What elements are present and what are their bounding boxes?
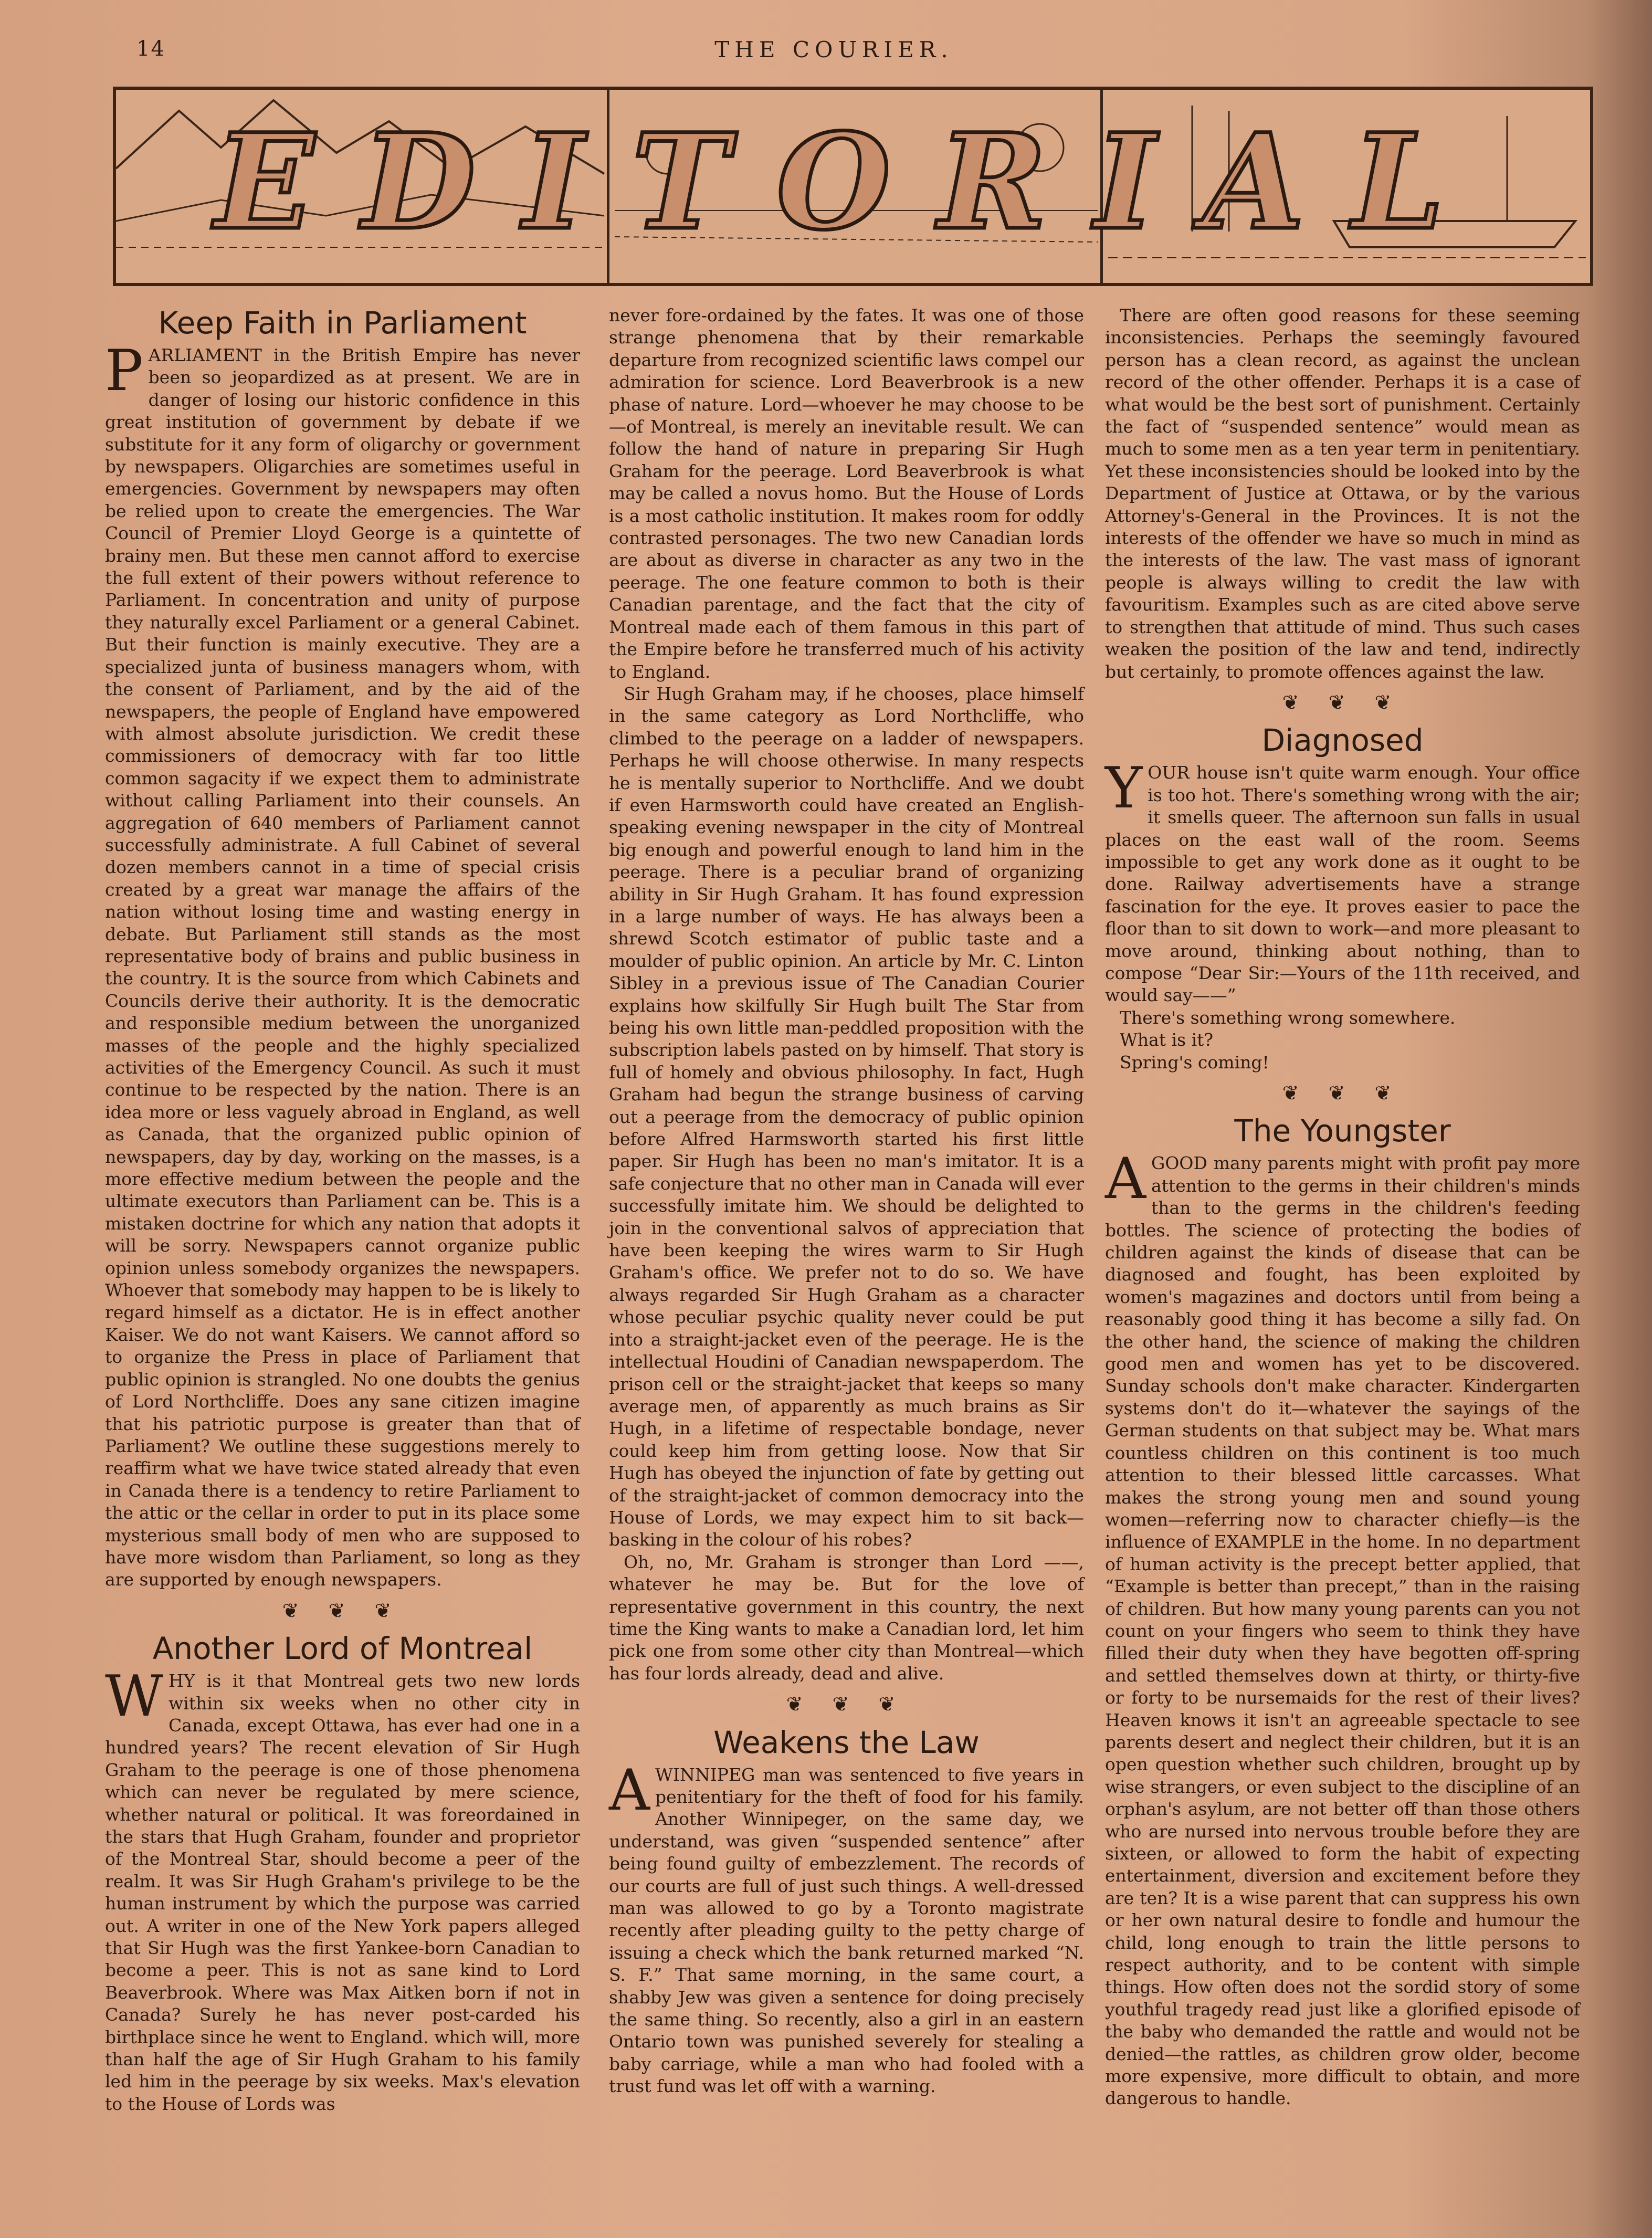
section-separator: ❦ ❦ ❦ — [786, 1693, 907, 1716]
section-separator: ❦ ❦ ❦ — [282, 1599, 403, 1622]
article-paragraph: never fore-ordained by the fates. It was one of those strange phenomena that by their remarkable departure from recognized scientific laws compel our admiration for science. Lord Beaverbrook is a new phase of nature. Lord—whoever he may choose to be—of Montreal, is merely an inevitable result. We can follow the hand of nature in preparing Sir Hugh Graham for the peerage. Lord Beaverbrook is what may be called a novus homo. But the House of Lords is a most catholic institution. It makes room for oddly contrasted personages. The two new Canadian lords are about as diverse in character as any two in the peerage. The one feature common to both is their Canadian parentage, and the fact that the city of Montreal made each of them famous in this part of the Empire before he transferred much of his activity to England. — [609, 305, 1084, 682]
dropcap: Y — [1105, 755, 1143, 822]
page-header — [136, 37, 1531, 68]
dropcap: A — [1105, 1146, 1146, 1212]
page-number: 14 — [136, 37, 165, 61]
column-3 — [1105, 304, 1580, 2110]
article-paragraph: There's something wrong somewhere. — [1120, 1007, 1456, 1028]
article-paragraph: What is it? — [1120, 1029, 1214, 1050]
article-title-weakens-law: Weakens the Law — [713, 1724, 980, 1760]
article-paragraph: ARLIAMENT in the British Empire has never been so jeopardized as at present. We are in danger of losing our historic confidence in this great institution of government by debate if we substitute for it any form of oligarchy or government by newspapers. Oligarchies are sometimes useful in emergencies. Government by newspapers may often be relied upon to create the emergencies. The War Council of Premier Lloyd George is a quintette of brainy men. But these men cannot afford to exercise the full extent of their powers without reference to Parliament. In concentration and unity of purpose they naturally excel Parliament or a general Cabinet. But their function is mainly executive. They are a specialized junta of business managers whom, with the consent of Parliament, and by the aid of the newspapers, the people of England have empowered with almost absolute jurisdiction. We credit these commissioners of democracy with far too little common sagacity if we expect them to administrate without calling Parliament into their counsels. An aggregation of 640 members of Parliament cannot successfully administrate. A full Cabinet of several dozen members cannot in a time of special crisis created by a great war manage the affairs of the nation without losing time and wasting energy in debate. But Parliament still stands as the most representative body of brains and public business in the country. It is the source from which Cabinets and Councils derive their authority. It is the democratic and responsible medium between the unorganized masses of the people and the highly specialized activities of the Emergency Council. As such it must continue to be respected by the nation. There is an idea more or less vaguely abroad in England, as well as Canada, that the organized public opinion of newspapers, day by day, working on the masses, is a more effective medium between the people and the ultimate executors than Parliament can be. This is a mistaken doctrine for which any nation that adopts it will be sorry. Newspapers cannot organize public opinion unless somebody organizes the newspapers. Whoever that somebody may happen to be is likely to regard himself as a dictator. He is in effect another Kaiser. We do not want Kaisers. We cannot afford so to organize the Press in place of Parliament that public opinion is strangled. No one doubts the genius of Lord Northcliffe. Does any sane citizen imagine that his patriotic purpose is greater than that of Parliament? We outline these suggestions merely to reaffirm what we have twice stated already that even in Canada there is a tendency to retire Parliament to the attic or the cellar in order to put in its place some mysterious small body of men who are supposed to have more wisdom than Parliament, so long as they are supported by enough newspapers. — [105, 345, 580, 1590]
article-title-diagnosed: Diagnosed — [1261, 722, 1424, 759]
paper-name: THE COURIER. — [714, 37, 953, 62]
section-separator: ❦ ❦ ❦ — [1282, 690, 1403, 714]
article-paragraph: HY is it that Montreal gets two new lords within six weeks when no other city in Canada, except Ottawa, has ever had one in a hundred years? The recent elevation of Sir Hugh Graham to the peerage is one of those phenomena which can never be regulated by mere science, whether natural or political. It was foreordained in the stars that Hugh Graham, founder and proprietor of the Montreal Star, should become a peer of the realm. It was Sir Hugh Graham's privilege to be the human instrument by which the purpose was carried out. A writer in one of the New York papers alleged that Sir Hugh was the first Yankee-born Canadian to become a peer. This is not as sane kind to Lord Beaverbrook. Where was Max Aitken born if not in Canada? Surely he has never post-carded his birthplace since he went to England. which will, more than half the age of Sir Hugh Graham to his family led him in the peerage by six weeks. Max's elevation to the House of Lords was — [105, 1670, 580, 2114]
article-paragraph: GOOD many parents might with profit pay more attention to the germs in their children's minds than to the germs in the children's feeding bottles. The science of protecting the bodies of children against the kinds of disease that can be diagnosed and fought, has been exploited by women's magazines and doctors until from being a reasonably good thing it has become a silly fad. On the other hand, the science of making the children good men and women has yet to be discovered. Sunday schools don't make character. Kindergarten systems don't do it—whatever the sayings of the German students on that subject may be. What mars countless children on this continent is too much attention to their blessed little carcasses. What makes the strong young men and sound young women—referring now to character chiefly—is the influence of EXAMPLE in the home. In no department of human activity is the precept better applied, that “Example is better than precept,” than in the raising of children. But how many young parents can you not count on your fingers who seem to think they have filled their duty when they have begotten off-spring and settled themselves down at thirty, or thirty-five or forty to be nursemaids for the rest of their lives? Heaven knows it isn't an agreeable spectacle to see parents desert and neglect their children, but it is an open question whether such children, brought up by wise strangers, or even subject to the discipline of an orphan's asylum, are not better off than those others who are nursed into nervous trouble before they are sixteen, or allowed to form the habit of expecting entertainment, diversion and excitement before they are ten? It is a wise parent that can suppress his own or her own natural desire to fondle and humour the child, long enough to train the little persons to respect authority, and to be content with simple things. How often does not the sordid story of some youthful tragedy read just like a glorified episode of the baby who demanded the rattle and would not be denied—the rattles, as children grow older, become more expensive, more difficult to obtain, and more dangerous to handle. — [1105, 1153, 1580, 2109]
article-paragraph: OUR house isn't quite warm enough. Your office is too hot. There's something wrong with the air; it smells queer. The afternoon sun falls in usual places on the east wall of the room. Seems impossible to get any work done as it ought to be done. Railway advertisements have a strange fascination for the eye. It proves easier to pace the floor than to sit down to work—and more pleasant to move around, thinking about nothing, than to compose “Dear Sir:—Yours of the 11th received, and would say——” — [1105, 762, 1580, 1006]
article-paragraph: WINNIPEG man was sentenced to five years in penitentiary for the theft of food for his family. Another Winnipeger, on the same day, we understand, was given “suspended sentence” after being found guilty of embezzlement. The records of our courts are full of just such things. A well-dressed man was allowed to go by a Toronto magistrate recently after pleading guilty to the petty charge of issuing a check which the bank returned marked “N. S. F.” That same morning, in the same court, a shabby Jew was given a sentence for doing precisely the same thing. So recently, also a girl in an eastern Ontario town was punished severely for stealing a baby carriage, while a man who had fooled with a trust fund was let off with a warning. — [609, 1764, 1084, 2097]
article-title-youngster: The Youngster — [1234, 1113, 1451, 1149]
dropcap: W — [105, 1664, 164, 1730]
column-2 — [609, 304, 1084, 2098]
column-1 — [105, 304, 580, 2115]
banner-title: EDITORIAL — [214, 104, 1492, 259]
article-paragraph: Sir Hugh Graham may, if he chooses, place himself in the same category as Lord Northcliffe, who climbed to the peerage on a ladder of newspapers. Perhaps he will choose otherwise. In many respects he is mentally superior to Northcliffe. And we doubt if even Harmsworth could have created an English-speaking evening newspaper in the city of Montreal big enough and powerful enough to land him in the peerage. There is a peculiar brand of organizing ability in Sir Hugh Graham. It has found expression in a large number of ways. He has always been a shrewd Scotch estimator of public taste and a moulder of public opinion. An article by Mr. C. Linton Sibley in a previous issue of The Canadian Courier explains how skilfully Sir Hugh built The Star from being his own little man-peddled proposition with the subscription labels pasted on by himself. That story is full of homely and obvious philosophy. In fact, Hugh Graham had begun the strange business of carving out a peerage from the democracy of public opinion before Alfred Harmsworth started his first little paper. Sir Hugh has been no man's imitator. It is a safe conjecture that no other man in Canada will ever successfully imitate him. We should be delighted to join in the conventional salvos of appreciation that have been keeping the wires warm to Sir Hugh Graham's office. We prefer not to do so. We have always regarded Sir Hugh Graham as a character whose peculiar psychic quality never could be put into a straight-jacket even of the peerage. He is the intellectual Houdini of Canadian newspaperdom. The prison cell or the straight-jacket that keeps so many average men, of apparently as much brains as Sir Hugh, in a lifetime of respectable bondage, never could keep him from getting loose. Now that Sir Hugh has obeyed the injunction of fate by getting out of the straight-jacket of common democracy into the House of Lords, we may expect him to sit back—basking in the colour of his robes? — [609, 683, 1084, 1550]
article-paragraph: Oh, no, Mr. Graham is stronger than Lord ——, whatever he may be. But for the love of representative government in this country, the next time the King wants to make a Canadian lord, let him pick one from some other city than Montreal—which has four lords already, dead and alive. — [609, 1551, 1084, 1684]
editorial-banner — [113, 87, 1593, 286]
dropcap: P — [105, 338, 143, 404]
section-separator: ❦ ❦ ❦ — [1282, 1081, 1403, 1105]
article-paragraph: There are often good reasons for these seeming inconsistencies. Perhaps the seemingly favoured person has a clean record, as against the unclean record of the other offender. Perhaps it is a case of what would be the best sort of punishment. Certainly the fact of “suspended sentence” would mean as much to some men as a ten year term in penitentiary. Yet these inconsistencies should be looked into by the Department of Justice at Ottawa, or by the various Attorney's-General in the Provinces. It is not the interests of the offender we have so much in mind as the interests of the law. The vast mass of ignorant people is always willing to credit the law with favouritism. Examples such as are cited above serve to strengthen that attitude of mind. Thus such cases weaken the position of the law and tend, indirectly but certainly, to promote offences against the law. — [1105, 305, 1580, 682]
article-title-another-lord: Another Lord of Montreal — [152, 1631, 533, 1667]
article-title-keep-faith: Keep Faith in Parliament — [158, 305, 527, 341]
article-paragraph: Spring's coming! — [1120, 1052, 1269, 1073]
dropcap: A — [609, 1757, 650, 1823]
